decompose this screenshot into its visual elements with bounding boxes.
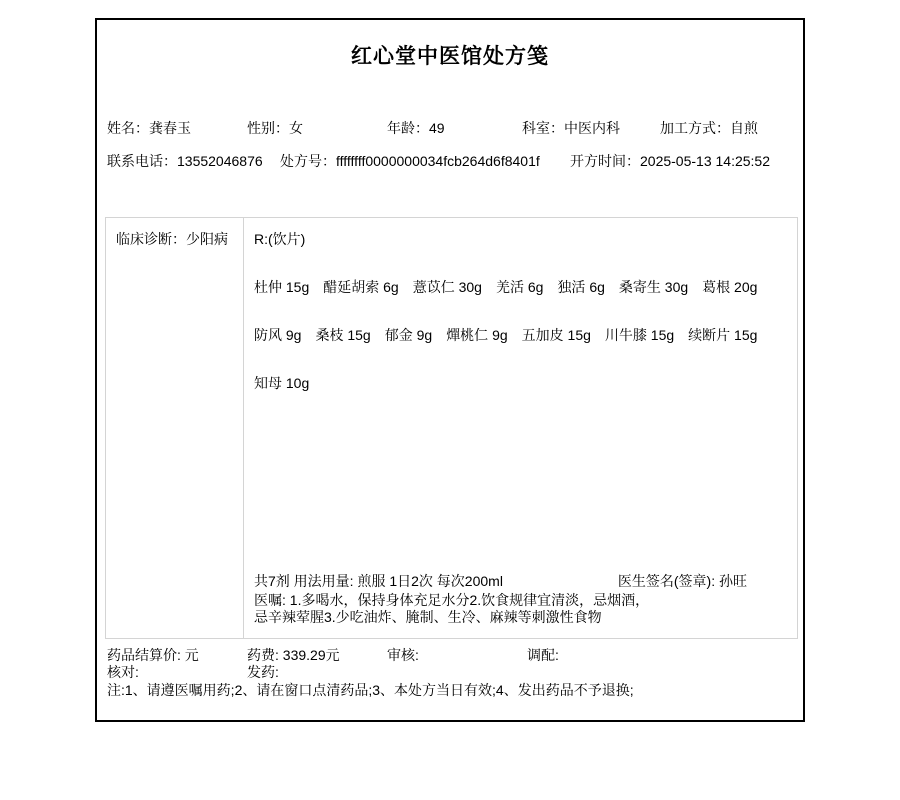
diagnosis-value: 少阳病 bbox=[186, 231, 228, 247]
usage-row bbox=[254, 573, 785, 590]
prescription-body bbox=[105, 217, 798, 639]
usage-info: 共7剂 用法用量: 煎服 1日2次 每次200ml bbox=[254, 573, 503, 589]
page-title: 红心堂中医馆处方笺 bbox=[351, 45, 549, 68]
field-review bbox=[387, 647, 419, 664]
medicine-line bbox=[254, 279, 785, 296]
medicine-item: 续断片 15g bbox=[688, 327, 758, 343]
field-prescription-number bbox=[280, 153, 540, 170]
field-medicine-fee-value: 339.29元 bbox=[282, 647, 340, 663]
field-processing-method bbox=[660, 120, 758, 137]
field-settlement-price bbox=[107, 647, 199, 664]
field-prescription-time-value: 2025-05-13 14:25:52 bbox=[640, 153, 770, 169]
field-age bbox=[387, 120, 445, 137]
field-check-label: 核对: bbox=[107, 664, 139, 680]
doctor-signature-label: 医生签名(签章): bbox=[617, 573, 719, 589]
medicine-item: 知母 10g bbox=[254, 375, 310, 391]
field-age-value: 49 bbox=[429, 120, 445, 136]
field-processing-method-label: 加工方式： bbox=[660, 120, 730, 136]
medicine-line bbox=[254, 375, 785, 392]
field-gender-value: 女 bbox=[289, 120, 303, 136]
medicine-item: 醋延胡索 6g bbox=[323, 279, 399, 295]
medical-advice-line: 医嘱: 1.多喝水，保持身体充足水分2.饮食规律宜清淡，忌烟酒， bbox=[254, 592, 650, 608]
field-prescription-time-label: 开方时间： bbox=[570, 153, 640, 169]
diagnosis-label: 临床诊断： bbox=[116, 231, 186, 247]
medicine-line bbox=[254, 327, 785, 344]
field-phone bbox=[107, 153, 263, 170]
footer-row-1 bbox=[107, 647, 797, 664]
field-prescription-number-label: 处方号： bbox=[280, 153, 336, 169]
field-gender bbox=[247, 120, 303, 137]
field-name-value: 龚春玉 bbox=[149, 120, 191, 136]
medical-advice-line: 忌辛辣荤腥3.少吃油炸、腌制、生冷、麻辣等刺激性食物 bbox=[254, 609, 602, 625]
field-settlement-price-label: 药品结算价: bbox=[107, 647, 185, 663]
field-age-label: 年龄： bbox=[387, 120, 429, 136]
spacer bbox=[254, 423, 785, 573]
field-prescription-number-value: ffffffff0000000034fcb264d6f8401f bbox=[336, 153, 540, 169]
field-department-label: 科室： bbox=[522, 120, 564, 136]
medicine-list bbox=[254, 279, 785, 423]
medicine-item: 杜仲 15g bbox=[254, 279, 310, 295]
medicine-item: 燀桃仁 9g bbox=[446, 327, 508, 343]
field-name bbox=[107, 120, 191, 137]
medicine-item: 防风 9g bbox=[254, 327, 302, 343]
medicine-item: 桑寄生 30g bbox=[618, 279, 689, 295]
field-check bbox=[107, 664, 139, 681]
footer-note: 注:1、请遵医嘱用药;2、请在窗口点清药品;3、本处方当日有效;4、发出药品不予退换; bbox=[107, 681, 634, 698]
rx-header: R:(饮片) bbox=[254, 231, 306, 247]
doctor-signature bbox=[618, 573, 747, 590]
field-phone-label: 联系电话： bbox=[107, 153, 177, 169]
medicine-item: 桑枝 15g bbox=[315, 327, 371, 343]
field-prescription-time bbox=[570, 153, 770, 170]
medical-advice bbox=[254, 592, 785, 626]
field-medicine-fee bbox=[247, 647, 340, 664]
medicine-item: 五加皮 15g bbox=[521, 327, 591, 343]
medicine-item: 川牛膝 15g bbox=[604, 327, 675, 343]
field-gender-label: 性别： bbox=[247, 120, 289, 136]
medicine-item: 独活 6g bbox=[557, 279, 605, 295]
field-department-value: 中医内科 bbox=[564, 120, 620, 136]
medicine-item: 羌活 6g bbox=[495, 279, 544, 295]
medicine-item: 郁金 9g bbox=[384, 327, 433, 343]
footer bbox=[107, 647, 797, 699]
field-name-label: 姓名： bbox=[107, 120, 149, 136]
medicine-item: 薏苡仁 30g bbox=[412, 279, 482, 295]
field-settlement-price-value: 元 bbox=[184, 647, 199, 663]
medicine-item: 葛根 20g bbox=[702, 279, 758, 295]
footer-row-2 bbox=[107, 664, 797, 681]
field-processing-method-value: 自煎 bbox=[730, 120, 758, 136]
field-dispense bbox=[527, 647, 559, 664]
field-review-label: 审核: bbox=[387, 647, 419, 663]
diagnosis-panel bbox=[106, 218, 244, 638]
prescription-panel bbox=[244, 218, 797, 638]
field-issue bbox=[247, 664, 279, 681]
field-dispense-label: 调配: bbox=[527, 647, 559, 663]
field-issue-label: 发药: bbox=[247, 664, 279, 680]
field-department bbox=[522, 120, 620, 137]
prescription-sheet bbox=[95, 18, 805, 722]
field-medicine-fee-label: 药费: bbox=[247, 647, 283, 663]
field-phone-value: 13552046876 bbox=[177, 153, 263, 169]
doctor-signature-value: 孙旺 bbox=[719, 573, 747, 589]
